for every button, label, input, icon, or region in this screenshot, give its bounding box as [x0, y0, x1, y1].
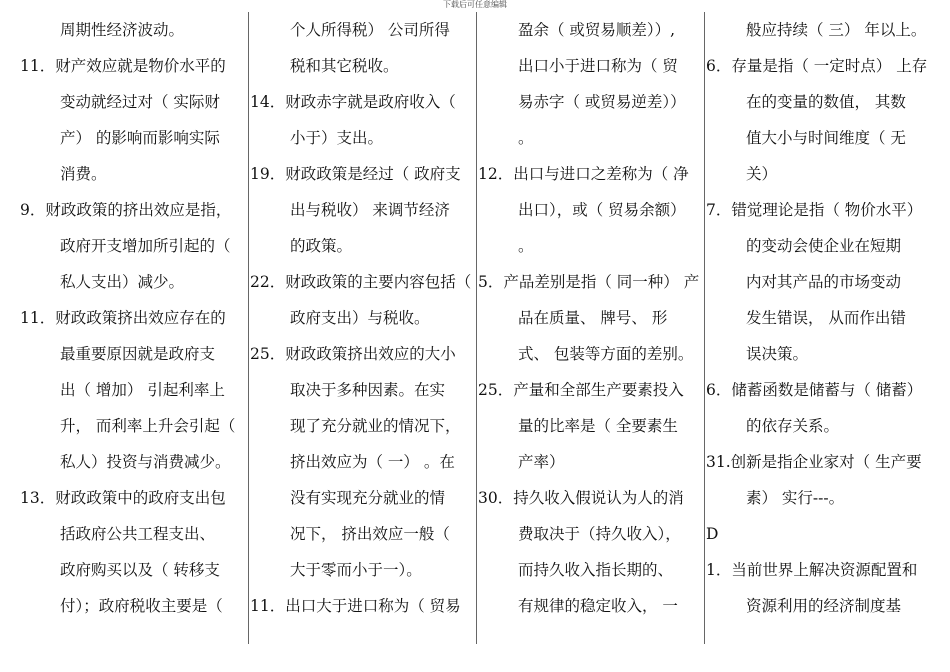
text-line: 出口），或（ 贸易余额） — [518, 201, 686, 219]
text-line: 22．财政政策的主要内容包括（ — [250, 273, 472, 291]
text-line: 个人所得税） 公司所得 — [290, 21, 450, 39]
text-line: 发生错误， 从而作出错 — [746, 309, 906, 327]
text-column-4 — [706, 12, 936, 652]
text-line: 12．出口与进口之差称为（ 净 — [478, 165, 689, 183]
text-line: 挤出效应为（ 一） 。在 — [290, 453, 455, 471]
text-line: 5．产品差别是指（ 同一种） 产 — [478, 273, 700, 291]
section-letter: D — [706, 525, 719, 543]
text-line: 盈余（ 或贸易顺差））, — [518, 21, 676, 39]
text-line: 25．财政政策挤出效应的大小 — [250, 345, 456, 363]
text-line: 19．财政政策是经过（ 政府支 — [250, 165, 461, 183]
text-line: 6．存量是指（ 一定时点） 上存 — [706, 57, 928, 75]
text-line: 30．持久收入假说认为人的消 — [478, 489, 684, 507]
text-line: 政府开支增加所引起的（ — [60, 237, 231, 255]
text-line: 11．出口大于进口称为（ 贸易 — [250, 597, 461, 615]
text-line: 而持久收入指长期的、 — [518, 561, 674, 579]
text-line: 易赤字（ 或贸易逆差）） — [518, 93, 686, 111]
text-line: 私人）投资与消费减少。 — [60, 453, 231, 471]
text-line: 有规律的稳定收入， 一 — [518, 597, 678, 615]
text-line: 。 — [518, 237, 534, 255]
text-line: 产） 的影响而影响实际 — [60, 129, 220, 147]
document-page — [0, 12, 950, 652]
text-line: 31.创新是指企业家对（ 生产要 — [706, 453, 922, 471]
text-line: 般应持续（ 三） 年以上。 — [746, 21, 927, 39]
text-line: 政府支出）与税收。 — [290, 309, 430, 327]
text-line: 税和其它税收。 — [290, 57, 399, 75]
text-line: 11．财产效应就是物价水平的 — [20, 57, 226, 75]
text-line: 现了充分就业的情况下， — [290, 417, 461, 435]
text-line: 1．当前世界上解决资源配置和 — [706, 561, 918, 579]
text-line: 内对其产品的市场变动 — [746, 273, 902, 291]
text-line: 最重要原因就是政府支 — [60, 345, 216, 363]
text-line: 11．财政政策挤出效应存在的 — [20, 309, 226, 327]
text-line: 没有实现充分就业的情 — [290, 489, 446, 507]
text-line: 括政府公共工程支出、 — [60, 525, 216, 543]
text-line: 小于）支出。 — [290, 129, 384, 147]
text-line: 变动就经过对（ 实际财 — [60, 93, 220, 111]
text-line: 的政策。 — [290, 237, 353, 255]
text-line: 的变动会使企业在短期 — [746, 237, 902, 255]
text-line: 品在质量、 牌号、 形 — [518, 309, 668, 327]
text-line: 出口小于进口称为（ 贸 — [518, 57, 678, 75]
text-line: 14．财政赤字就是政府收入（ — [250, 93, 456, 111]
text-line: 在的变量的数值， 其数 — [746, 93, 906, 111]
page-header: 下载后可任意编辑 — [443, 0, 507, 9]
text-column-2 — [250, 12, 476, 652]
text-line: 产率） — [518, 453, 565, 471]
text-line: 资源利用的经济制度基 — [746, 597, 902, 615]
text-line: 周期性经济波动。 — [60, 21, 185, 39]
text-line: 9．财政政策的挤出效应是指， — [20, 201, 232, 219]
text-line: 13．财政政策中的政府支出包 — [20, 489, 226, 507]
text-line: 出与税收） 来调节经济 — [290, 201, 450, 219]
text-line: 关） — [746, 165, 778, 183]
text-line: 取决于多种因素。在实 — [290, 381, 446, 399]
text-line: 。 — [518, 129, 534, 147]
text-line: 消费。 — [60, 165, 107, 183]
text-line: 政府购买以及（ 转移支 — [60, 561, 220, 579]
text-line: 的依存关系。 — [746, 417, 840, 435]
text-line: 25．产量和全部生产要素投入 — [478, 381, 684, 399]
text-line: 式、 包装等方面的差别。 — [518, 345, 694, 363]
text-line: 付）；政府税收主要是（ — [60, 597, 223, 615]
text-line: 6．储蓄函数是储蓄与（ 储蓄） — [706, 381, 923, 399]
text-column-3 — [478, 12, 704, 652]
text-line: 值大小与时间维度（ 无 — [746, 129, 906, 147]
text-line: 费取决于（持久收入）， — [518, 525, 681, 543]
text-column-1 — [20, 12, 248, 652]
text-line: 况下， 挤出效应一般（ — [290, 525, 450, 543]
text-line: 升， 而利率上升会引起（ — [60, 417, 236, 435]
text-line: 误决策。 — [746, 345, 809, 363]
text-line: 私人支出）减少。 — [60, 273, 185, 291]
text-line: 素） 实行---。 — [746, 489, 845, 507]
text-line: 7．错觉理论是指（ 物价水平） — [706, 201, 923, 219]
text-line: 量的比率是（ 全要素生 — [518, 417, 678, 435]
text-line: 出（ 增加） 引起利率上 — [60, 381, 225, 399]
text-line: 大于零而小于一）。 — [290, 561, 422, 579]
